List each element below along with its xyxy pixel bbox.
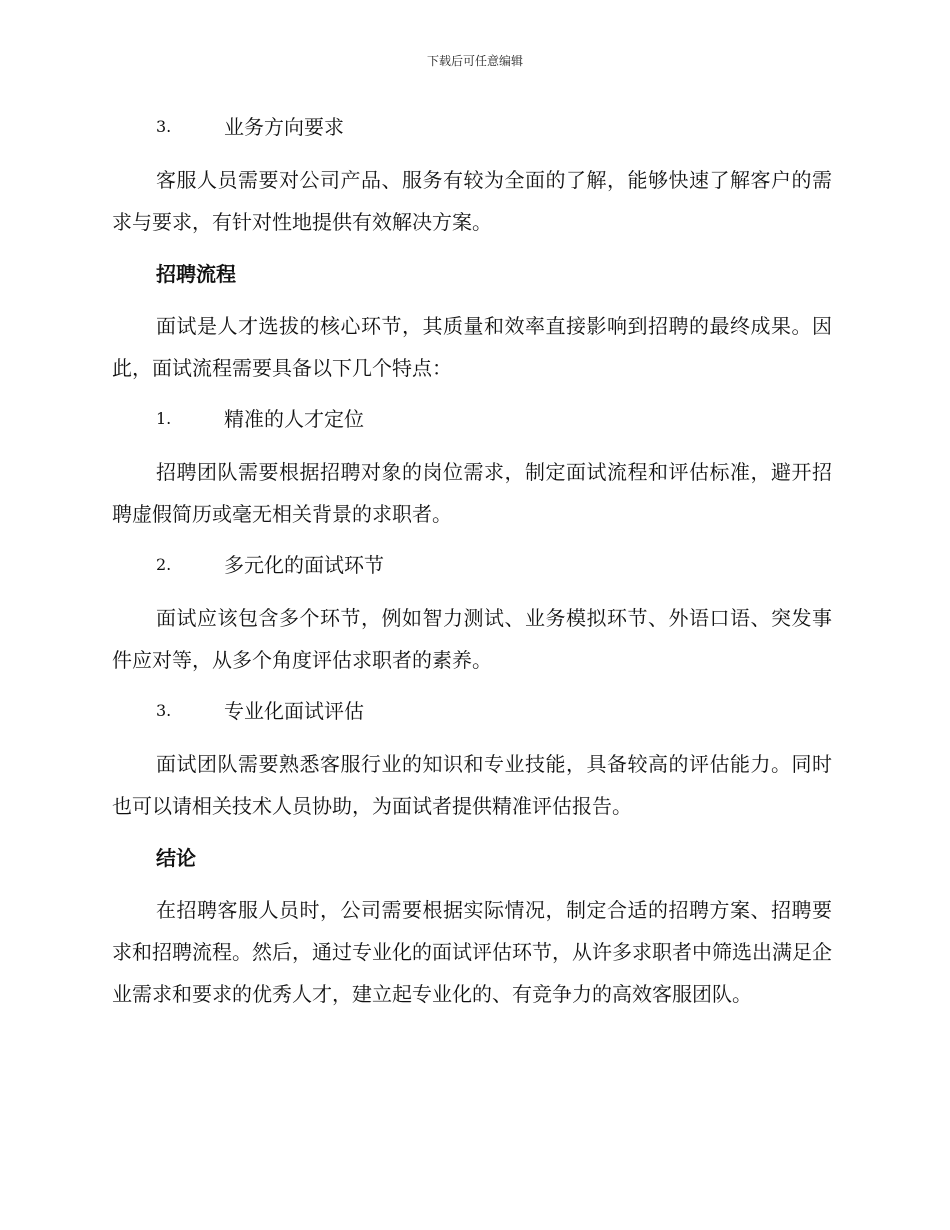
list-label: 业务方向要求 bbox=[224, 115, 344, 139]
list-number: 1. bbox=[156, 409, 172, 428]
document-body bbox=[112, 107, 832, 1025]
list-label: 专业化面试评估 bbox=[224, 699, 364, 723]
page-header: 下载后可任意编辑 bbox=[426, 54, 523, 68]
section-heading-recruitment-process: 招聘流程 bbox=[156, 262, 236, 286]
paragraph-diverse-interview: 面试应该包含多个环节，例如智力测试、业务模拟环节、外语口语、突发事件应对等，从多个角度评估求职者的素养。 bbox=[112, 606, 832, 672]
paragraph-conclusion: 在招聘客服人员时，公司需要根据实际情况，制定合适的招聘方案、招聘要求和招聘流程。然后，通过专业化的面试评估环节，从许多求职者中筛选出满足企业需求和要求的优秀人才，建立起专业化的、有竞争力的高效客服团队。 bbox=[112, 898, 832, 1006]
list-item-business-direction bbox=[112, 107, 832, 147]
paragraph-business-requirement: 客服人员需要对公司产品、服务有较为全面的了解，能够快速了解客户的需求与要求，有针对性地提供有效解决方案。 bbox=[112, 168, 832, 234]
list-number: 3. bbox=[156, 701, 172, 720]
list-item-professional-evaluation bbox=[112, 691, 832, 731]
section-heading-conclusion: 结论 bbox=[156, 846, 196, 870]
paragraph-professional-evaluation: 面试团队需要熟悉客服行业的知识和专业技能，具备较高的评估能力。同时也可以请相关技术人员协助，为面试者提供精准评估报告。 bbox=[112, 752, 832, 818]
paragraph-interview-intro: 面试是人才选拔的核心环节，其质量和效率直接影响到招聘的最终成果。因此，面试流程需要具备以下几个特点： bbox=[112, 314, 832, 380]
list-item-diverse-interview bbox=[112, 545, 832, 585]
list-item-talent-positioning bbox=[112, 399, 832, 439]
paragraph-talent-positioning: 招聘团队需要根据招聘对象的岗位需求，制定面试流程和评估标准，避开招聘虚假简历或毫无相关背景的求职者。 bbox=[112, 460, 832, 526]
list-label: 多元化的面试环节 bbox=[224, 553, 384, 577]
list-number: 2. bbox=[156, 555, 172, 574]
list-number: 3. bbox=[156, 117, 172, 136]
list-label: 精准的人才定位 bbox=[224, 407, 364, 431]
